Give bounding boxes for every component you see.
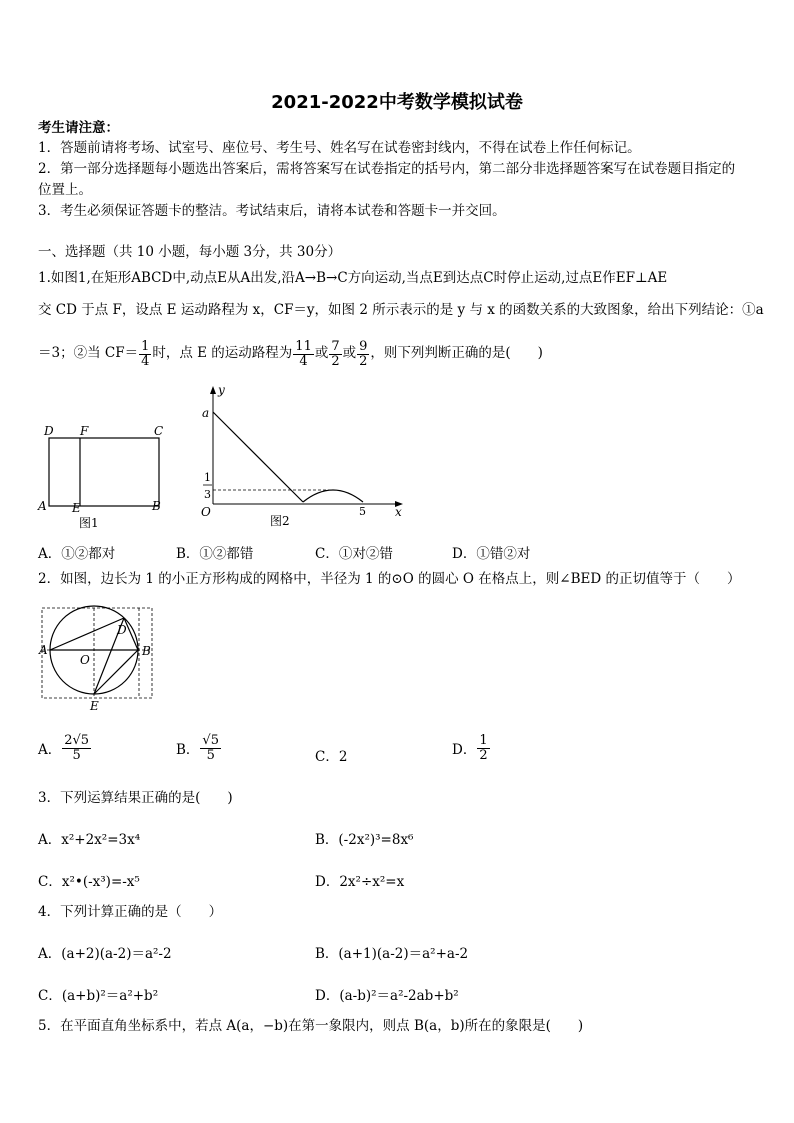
figure-q2-circle-grid	[36, 602, 158, 714]
descending-line	[213, 412, 303, 502]
q2-option-a-label: A．	[38, 742, 62, 759]
q1-option-b[interactable]: B．①②都错	[176, 546, 254, 562]
q1-option-a[interactable]: A．①②都对	[38, 546, 116, 562]
label-B: B	[152, 499, 161, 513]
path3-den: 2	[359, 353, 368, 369]
path-fraction-2	[329, 340, 341, 368]
q4-option-a[interactable]: A．(a+2)(a-2)＝a²-2	[38, 946, 172, 962]
q1-line3-c: ，则下列判断正确的是( )	[370, 345, 543, 362]
figure-1-caption: 图1	[79, 516, 99, 530]
notice-item-3: 3．考生必须保证答题卡的整洁。考试结束后，请将本试卷和答题卡一并交回。	[38, 203, 506, 219]
path-fraction-1	[293, 340, 314, 368]
q2-option-c[interactable]: C．2	[315, 749, 348, 765]
tick-five: 5	[359, 505, 366, 518]
label-F: F	[80, 424, 89, 438]
figure-2-graph	[196, 382, 411, 532]
label-A: A	[39, 643, 48, 657]
q1-line3-b: 时，点 E 的运动路程为	[152, 345, 293, 362]
notice-item-2: 2．第一部分选择题每小题选出答案后，需将答案写在试卷指定的括号内，第二部分非选择题答案写在试卷题目指定的	[38, 161, 736, 177]
label-E: E	[72, 501, 81, 515]
q4-option-b[interactable]: B．(a+1)(a-2)＝a²+a-2	[315, 946, 469, 962]
label-A: A	[38, 499, 47, 513]
label-B: B	[142, 644, 151, 658]
q1-line3	[38, 340, 543, 368]
cf-num: 1	[141, 339, 150, 354]
q2-d-num: 1	[479, 733, 488, 748]
or-1: 或	[314, 345, 329, 362]
cf-den: 4	[141, 353, 150, 369]
figure-2-caption: 图2	[270, 514, 290, 528]
tick-one: 1	[204, 471, 211, 484]
q2-option-a-fraction	[62, 734, 91, 762]
page-title: 2021-2022中考数学模拟试卷	[271, 92, 523, 113]
q2-option-b-fraction	[200, 734, 221, 762]
q4-option-c[interactable]: C．(a+b)²＝a²+b²	[38, 988, 159, 1004]
q3-option-d[interactable]: D．2x²÷x²=x	[315, 874, 405, 890]
q3-option-c[interactable]: C．x²•(-x³)=-x⁵	[38, 874, 140, 890]
cf-fraction	[139, 340, 151, 368]
path3-num: 9	[359, 339, 368, 354]
q3-option-b[interactable]: B．(-2x²)³=8x⁶	[315, 832, 414, 848]
axis-label-x: x	[395, 505, 402, 519]
q1-option-d[interactable]: D．①错②对	[452, 546, 531, 562]
q2-b-num: √5	[202, 733, 219, 748]
q1-option-c[interactable]: C．①对②错	[315, 546, 393, 562]
label-D: D	[44, 424, 54, 438]
figure-1-rectangle	[36, 420, 176, 535]
tick-three: 3	[204, 488, 211, 501]
path2-num: 7	[331, 339, 340, 354]
q2-text: 2．如图，边长为 1 的小正方形构成的网格中，半径为 1 的⊙O 的圆心 O 在格点上，则∠BED 的正切值等于（ ）	[38, 571, 741, 587]
q4-text: 4．下列计算正确的是（ ）	[38, 904, 223, 920]
q1-line1: 1.如图1,在矩形ABCD中,动点E从A出发,沿A→B→C方向运动,当点E到达点C时停止运动,过点E作EF⊥AE	[38, 270, 668, 286]
origin-O: O	[201, 505, 211, 519]
path2-den: 2	[331, 353, 340, 369]
label-O: O	[80, 653, 90, 667]
notice-item-1: 1．答题前请将考场、试室号、座位号、考生号、姓名写在试卷密封线内，不得在试卷上作任何标记。	[38, 140, 641, 156]
notice-heading: 考生请注意：	[38, 120, 119, 136]
or-2: 或	[342, 345, 357, 362]
q2-d-den: 2	[479, 747, 488, 763]
q2-a-num: 2√5	[64, 733, 90, 748]
label-D: D	[117, 623, 127, 637]
q2-option-a[interactable]	[38, 734, 92, 762]
q2-option-d-fraction	[477, 734, 489, 762]
chord-eb	[94, 650, 138, 694]
path1-num: 11	[295, 339, 312, 354]
label-C: C	[154, 424, 164, 438]
q2-a-den: 5	[72, 747, 81, 763]
section-heading: 一、选择题（共 10 小题，每小题 3分，共 30分）	[38, 244, 342, 260]
q3-text: 3．下列运算结果正确的是( )	[38, 790, 233, 806]
q1-line3-a: ＝3；②当 CF＝	[38, 345, 139, 362]
q2-b-den: 5	[206, 747, 215, 763]
q4-option-d[interactable]: D．(a-b)²＝a²-2ab+b²	[315, 988, 459, 1004]
q2-option-d-label: D．	[452, 742, 477, 759]
q2-option-b[interactable]	[176, 734, 222, 762]
y-axis-arrow	[210, 386, 216, 394]
q2-option-d[interactable]	[452, 734, 491, 762]
axis-label-y: y	[218, 383, 225, 397]
label-a: a	[202, 406, 210, 420]
q1-line2: 交 CD 于点 F，设点 E 运动路程为 x，CF＝y，如图 2 所示表示的是 y 与 x 的函数关系的大致图象，给出下列结论：①a	[38, 302, 764, 318]
path-fraction-3	[357, 340, 369, 368]
q3-option-a[interactable]: A．x²+2x²=3x⁴	[38, 832, 141, 848]
notice-item-2-cont: 位置上。	[38, 182, 92, 198]
q5-text: 5．在平面直角坐标系中，若点 A(a，−b)在第一象限内，则点 B(a，b)所在的象限是( )	[38, 1018, 584, 1034]
arc-curve	[303, 490, 363, 502]
rect-abcd	[49, 438, 159, 506]
q2-option-b-label: B．	[176, 742, 200, 759]
path1-den: 4	[299, 353, 308, 369]
label-E: E	[90, 699, 99, 713]
